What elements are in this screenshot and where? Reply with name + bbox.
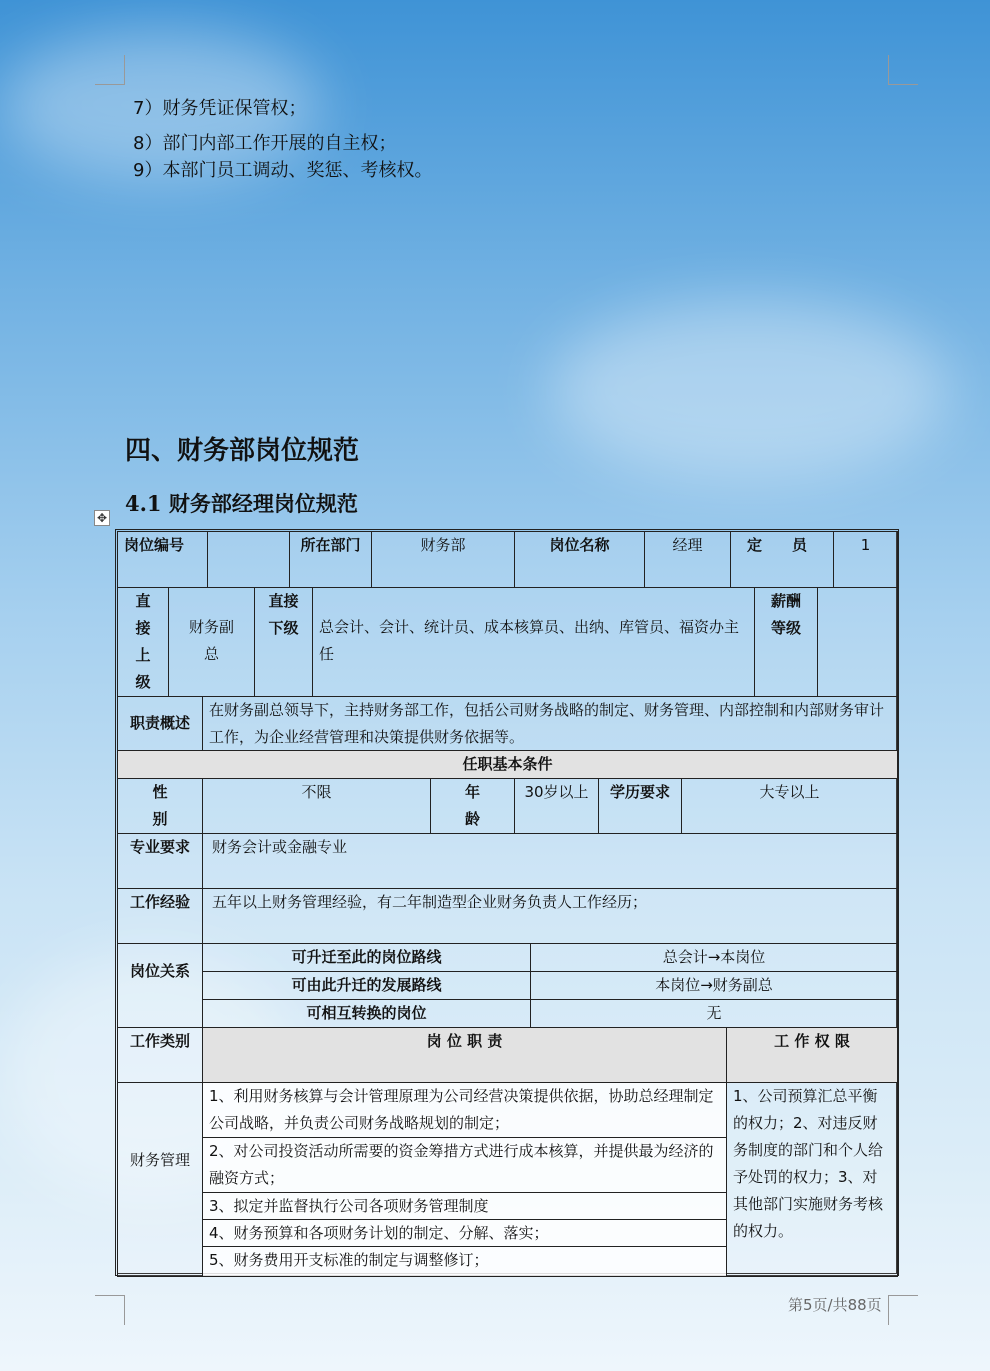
subordinate-value: 总会计、会计、统计员、成本核算员、出纳、库管员、福资办主任	[312, 587, 755, 697]
superior-label-text: 直接上级	[135, 592, 151, 691]
post-no-value	[207, 531, 290, 588]
duties-header: 岗 位 职 责	[202, 1027, 727, 1083]
dept-label: 所在部门	[289, 531, 372, 588]
major-value: 财务会计或金融专业	[202, 833, 898, 889]
relation-route-label: 可由此升迁的发展路线	[202, 971, 531, 1000]
table-move-handle-icon[interactable]: ✥	[94, 510, 110, 526]
salary-value	[817, 587, 898, 697]
background-cloud	[550, 300, 950, 480]
list-item: 8）部门内部工作开展的自主权；	[133, 133, 397, 154]
duty-item: 2、对公司投资活动所需要的资金筹措方式进行成本核算，并提供最为经济的融资方式；	[202, 1137, 727, 1193]
experience-value: 五年以上财务管理经验，有二年制造型企业财务负责人工作经历；	[202, 888, 898, 944]
list-item: 7）财务凭证保管权；	[133, 98, 307, 119]
section-title: 四、财务部岗位规范	[125, 436, 360, 466]
authority-value: 1、公司预算汇总平衡的权力；2、对违反财务制度的部门和个人给予处罚的权力；3、对其他部门实施财务考核的权力。	[726, 1082, 898, 1277]
education-value: 大专以上	[681, 778, 898, 834]
duty-item: 4、财务预算和各项财务计划的制定、分解、落实；	[202, 1219, 727, 1247]
dept-value: 财务部	[371, 531, 515, 588]
education-label: 学历要求	[598, 778, 682, 834]
crop-mark	[888, 1295, 918, 1325]
list-item: 9）本部门员工调动、奖惩、考核权。	[133, 160, 433, 181]
crop-mark	[95, 1295, 125, 1325]
requirements-header: 任职基本条件	[117, 750, 898, 779]
gender-label: 性别	[117, 778, 203, 834]
age-value: 30岁以上	[514, 778, 599, 834]
salary-label: 薪酬等级	[754, 587, 818, 697]
superior-label	[117, 587, 169, 697]
duty-summary-label: 职责概述	[117, 696, 203, 751]
post-name-label: 岗位名称	[514, 531, 645, 588]
page-number: 第5页/共88页	[788, 1296, 882, 1314]
duty-item: 1、利用财务核算与会计管理原理为公司经营决策提供依据，协助总经理制定公司战略，并负责公司财务战略规划的制定；	[202, 1082, 727, 1138]
crop-mark	[95, 55, 125, 85]
relation-route-value: 本岗位→财务副总	[530, 971, 898, 1000]
quota-label: 定 员	[730, 531, 834, 588]
work-type-label: 工作类别	[117, 1027, 203, 1083]
duty-item: 5、财务费用开支标准的制定与调整修订；	[202, 1246, 727, 1277]
subordinate-label: 直接下级	[254, 587, 313, 697]
relation-route-value: 无	[530, 999, 898, 1028]
superior-value: 财务副总	[168, 587, 255, 697]
subsection-title: 4.1 财务部经理岗位规范	[125, 491, 358, 516]
work-type-value: 财务管理	[117, 1082, 203, 1277]
age-label: 年龄	[430, 778, 515, 834]
duty-summary-value: 在财务副总领导下，主持财务部工作，包括公司财务战略的制定、财务管理、内部控制和内部财务审计工作，为企业经营管理和决策提供财务依据等。	[202, 696, 898, 751]
quota-value: 1	[833, 531, 898, 588]
crop-mark	[888, 55, 918, 85]
relation-route-label: 可升迁至此的岗位路线	[202, 943, 531, 972]
gender-value: 不限	[202, 778, 431, 834]
experience-label: 工作经验	[117, 888, 203, 944]
relation-label: 岗位关系	[117, 943, 203, 1028]
relation-route-value: 总会计→本岗位	[530, 943, 898, 972]
major-label: 专业要求	[117, 833, 203, 889]
duty-item: 3、拟定并监督执行公司各项财务管理制度	[202, 1192, 727, 1220]
post-name-value: 经理	[644, 531, 731, 588]
relation-route-label: 可相互转换的岗位	[202, 999, 531, 1028]
job-spec-table	[115, 529, 899, 1276]
post-no-label: 岗位编号	[117, 531, 208, 588]
authority-header: 工 作 权 限	[726, 1027, 898, 1083]
